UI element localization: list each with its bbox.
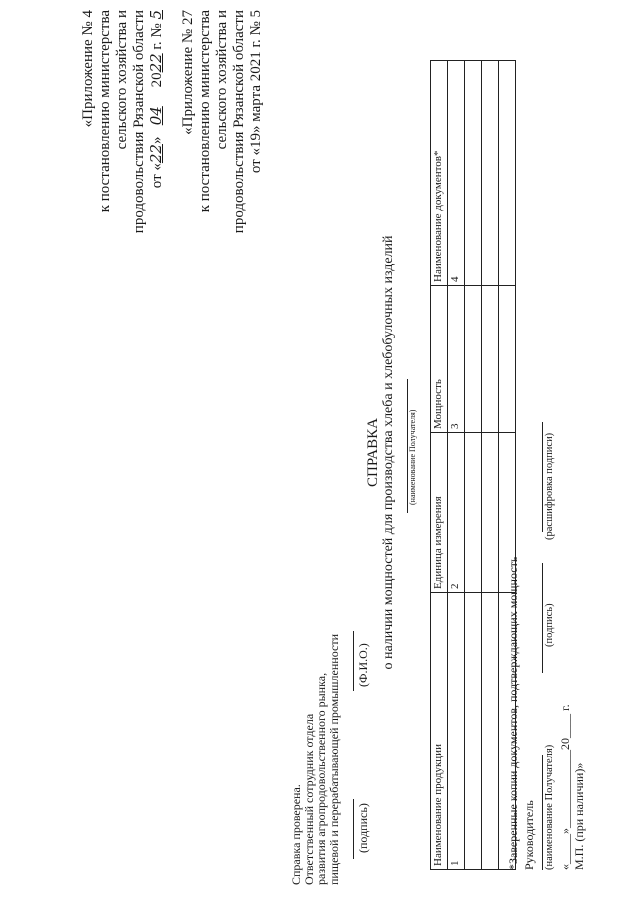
appendix-27-line-4: от «19» марта 2021 г. № 5 — [248, 10, 264, 174]
table-row — [465, 61, 482, 870]
document-subtitle: о наличии мощностей для производства хлеба и хлебобулочных изделий — [381, 235, 396, 670]
appendix-27-line-2: сельского хозяйства и — [214, 10, 230, 150]
appendix-4-block — [80, 10, 166, 280]
decoding-line — [542, 422, 543, 532]
document-title: СПРАВКА — [365, 418, 381, 487]
header-capacity: Мощность — [431, 286, 448, 433]
date-month: 04 — [147, 106, 165, 126]
date-year: 22 — [147, 53, 165, 73]
appendix-27-title: «Приложение № 27 — [180, 10, 196, 135]
appendix-27-line-3: продовольствия Рязанской области — [231, 10, 247, 234]
signature-recipient-caption: (наименование Получателя) — [544, 744, 555, 870]
header-documents: Наименование документов* — [431, 61, 448, 286]
appendix-4-line-2: сельского хозяйства и — [114, 10, 130, 150]
table-header-row — [431, 61, 448, 870]
decoding-caption: (расшифровка подписи) — [544, 432, 555, 540]
column-number: 4 — [448, 61, 465, 286]
header-product-name: Наименование продукции — [431, 593, 448, 870]
appendix-4-line-3: продовольствия Рязанской области — [131, 10, 147, 234]
date-field: «_____»_____________20____ г. — [558, 704, 572, 870]
verification-line-3: развития агропродовольственного рынка, — [314, 672, 328, 885]
verification-block — [290, 634, 340, 885]
table-row — [482, 61, 499, 870]
verification-signature-line — [353, 799, 354, 859]
appendix-27-line-1: к постановлению министерства — [197, 10, 213, 213]
signature-caption: (подпись) — [544, 603, 555, 647]
column-number: 3 — [448, 286, 465, 433]
header-unit: Единица измерения — [431, 433, 448, 593]
appendix-4-date-line: от «22» 04 2022 г. № 5 — [147, 10, 165, 189]
appendix-27-block — [180, 10, 265, 280]
decree-number: 5 — [147, 10, 165, 20]
appendix-4-title: «Приложение № 4 — [80, 10, 96, 128]
verification-name-line — [353, 631, 354, 691]
column-number: 2 — [448, 433, 465, 593]
signature-line — [542, 563, 543, 673]
verification-name-caption: (Ф.И.О.) — [356, 643, 370, 687]
footnote: *Заверенные копии документов, подтверждающих мощность — [506, 556, 520, 870]
column-number: 1 — [448, 593, 465, 870]
verification-signature-caption: (подпись) — [356, 803, 370, 853]
verification-line-2: Ответственный сотрудник отдела — [301, 713, 316, 885]
table-number-row — [448, 61, 465, 870]
recipient-signature-line-1 — [542, 755, 543, 870]
verification-title: Справка проверена. — [289, 784, 303, 885]
head-label: Руководитель — [522, 800, 536, 870]
capacity-table — [430, 60, 516, 870]
recipient-caption: (наименование Получателя) — [408, 409, 417, 505]
verification-line-4: пищевой и перерабатывающей промышленности — [326, 634, 341, 885]
date-day: 22 — [147, 144, 165, 164]
stamp-label: М.П. (при наличии)» — [572, 762, 586, 870]
appendix-4-line-1: к постановлению министерства — [97, 10, 113, 213]
